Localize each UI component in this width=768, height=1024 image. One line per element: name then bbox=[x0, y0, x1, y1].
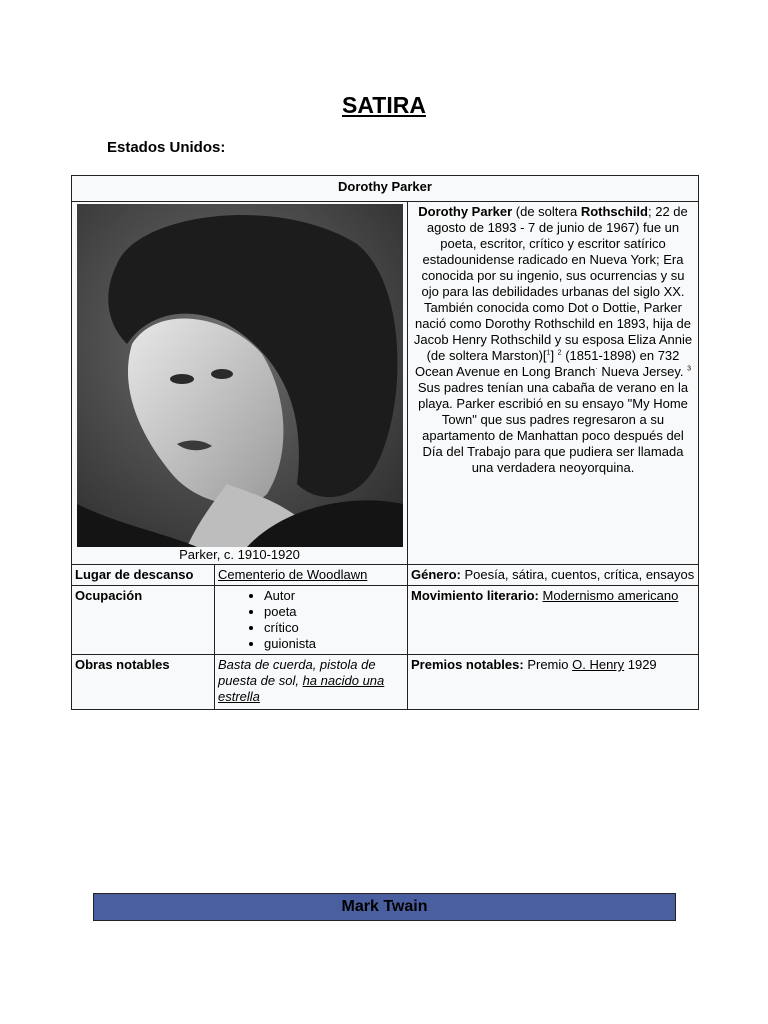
movement-link[interactable]: Modernismo americano bbox=[542, 588, 679, 603]
list-item: • poeta bbox=[264, 604, 404, 620]
bio-text: Nueva Jersey. bbox=[597, 364, 688, 379]
list-item: • Autor bbox=[264, 588, 404, 604]
work-title: pistola de puesta de sol bbox=[218, 657, 376, 688]
works-value bbox=[215, 655, 408, 710]
resting-place-link[interactable]: Cementerio de Woodlawn bbox=[218, 567, 368, 582]
section-bar-mark-twain: Mark Twain bbox=[93, 893, 676, 921]
works-label: Obras notables bbox=[72, 655, 215, 710]
list-item: • guionista bbox=[264, 636, 404, 652]
bio-text: ; 22 de agosto de 1893 - 7 de junio de 1967) fue un poeta, escritor, crítico y escritor satírico estadounidense radicado en Nueva York; Era conocida por su ingenio, sus ocurrencias y su ojo para las debilidades urbanas del siglo XX. bbox=[421, 204, 688, 299]
works-separator: , bbox=[295, 673, 303, 688]
genre-value: Poesía, sátira, cuentos, crítica, ensayos bbox=[460, 567, 695, 582]
bio-maiden-name: Rothschild bbox=[580, 204, 648, 219]
works-separator: , bbox=[312, 657, 320, 672]
infobox-header: Dorothy Parker bbox=[72, 176, 699, 202]
occupation-value bbox=[215, 586, 408, 655]
photo-cell bbox=[72, 202, 408, 565]
infobox bbox=[71, 175, 699, 710]
genre-label: Género: bbox=[411, 567, 461, 582]
reference-2[interactable]: 2 bbox=[557, 349, 562, 357]
movement-label: Movimiento literario: bbox=[411, 588, 539, 603]
bio-text: También conocida como Dot o Dottie, Parker nació como Dorothy Rothschild en 1893, hija de Jacob Henry Rothschild y su esposa Eliza Annie (de soltera Marston)[ bbox=[413, 300, 693, 363]
biography-cell bbox=[408, 202, 699, 565]
bio-paragraph-1 bbox=[412, 204, 694, 300]
awards-cell bbox=[408, 655, 699, 710]
work-link[interactable]: ha nacido una estrella bbox=[218, 673, 385, 704]
awards-label: Premios notables: bbox=[411, 657, 524, 672]
reference-dot: · bbox=[595, 365, 598, 373]
resting-place-label: Lugar de descanso bbox=[72, 565, 215, 586]
bio-text: ] bbox=[550, 348, 558, 363]
occupation-label: Ocupación bbox=[72, 586, 215, 655]
photo-caption: Parker, c. 1910-1920 bbox=[179, 547, 300, 562]
resting-place-value bbox=[215, 565, 408, 586]
awards-text: 1929 bbox=[624, 657, 657, 672]
list-item: • crítico bbox=[264, 620, 404, 636]
portrait-photo bbox=[77, 204, 403, 547]
occupation-list bbox=[218, 588, 404, 652]
bio-paragraph-2 bbox=[412, 300, 694, 476]
page-title: SATIRA bbox=[342, 92, 426, 118]
section-heading-country: Estados Unidos: bbox=[107, 139, 226, 156]
bio-text: (de soltera bbox=[512, 204, 581, 219]
reference-3[interactable]: 3 bbox=[687, 365, 692, 373]
movement-cell bbox=[408, 586, 699, 655]
bio-name: Dorothy Parker bbox=[418, 204, 513, 219]
awards-link[interactable]: O. Henry bbox=[572, 657, 625, 672]
bio-text: Sus padres tenían una cabaña de verano en la playa. Parker escribió en su ensayo "My Home Town" que sus padres regresaron a su apartamento de Manhattan poco después del Día del Trabajo para que pudiera ser llamada una verdadera neoyorquina. bbox=[417, 380, 689, 475]
work-title: Basta de cuerda bbox=[218, 657, 313, 672]
bio-text: (1851-1898) en 732 Ocean Avenue en Long Branch bbox=[414, 348, 680, 379]
reference-1[interactable]: 1 bbox=[546, 349, 551, 357]
awards-text: Premio bbox=[523, 657, 573, 672]
genre-cell bbox=[408, 565, 699, 586]
